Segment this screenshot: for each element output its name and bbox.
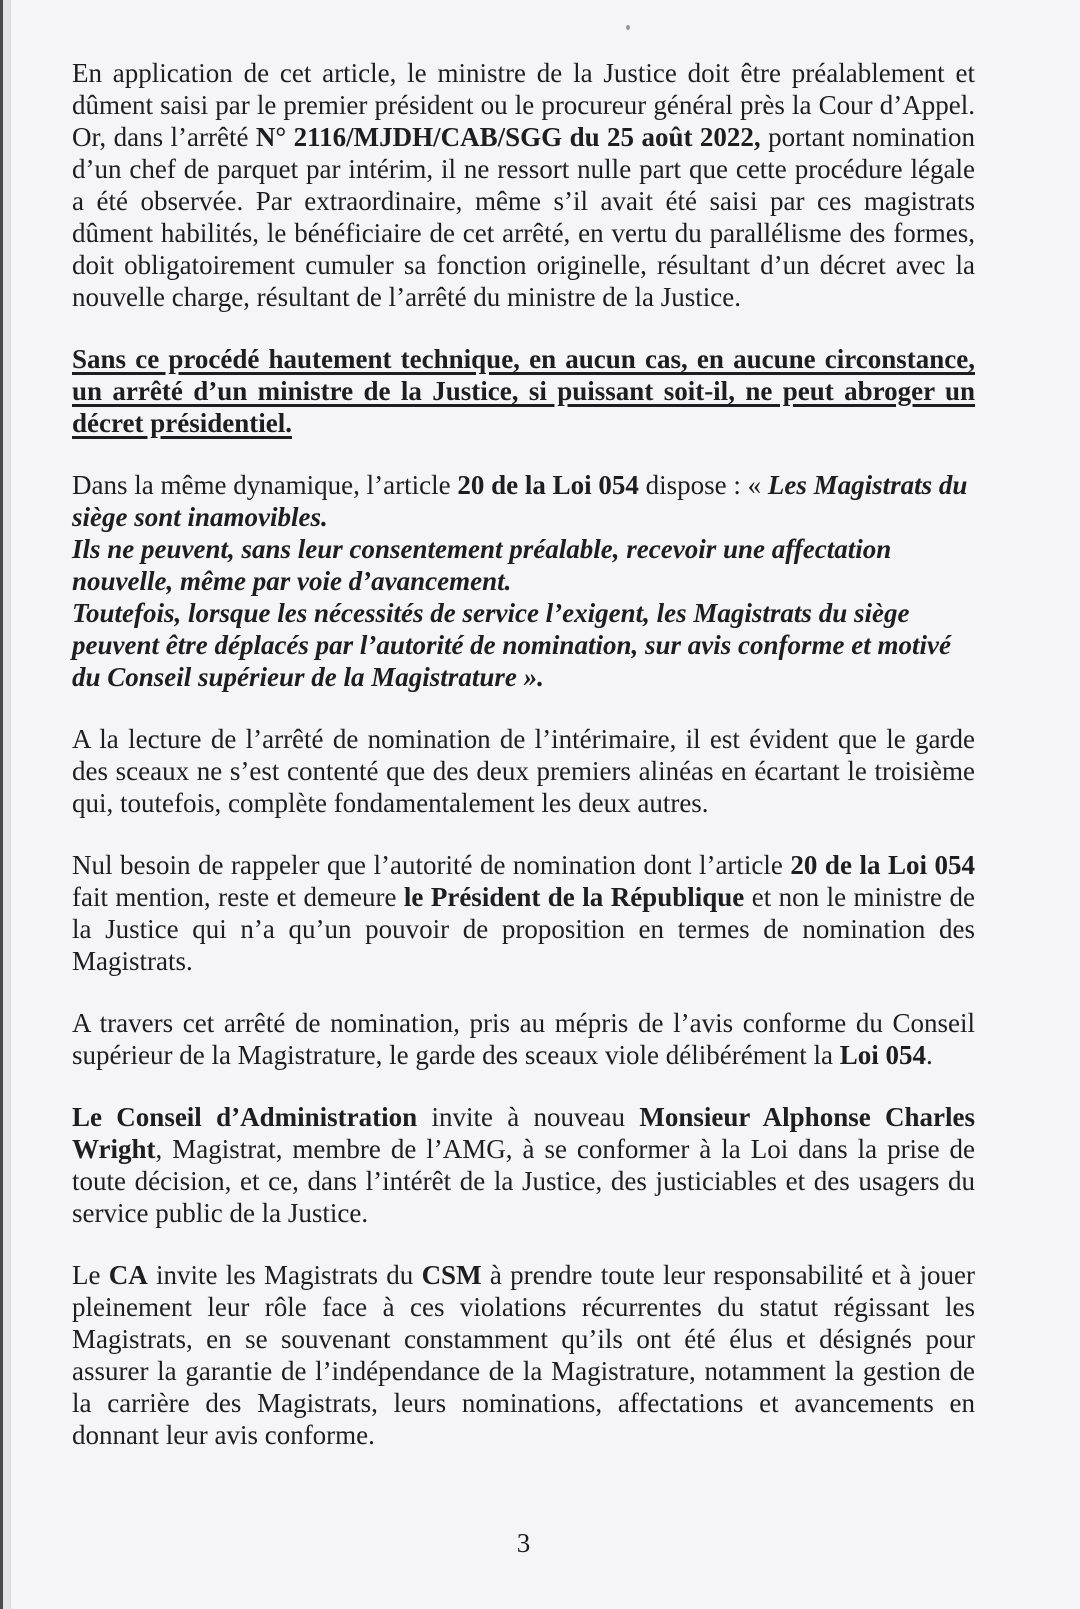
paragraph-law-quote <box>72 469 975 693</box>
text-run: A travers cet arrêté de nomination, pris au mépris de l’avis conforme du Conseil supérieur de la Magistrature, le garde des sceaux viole délibérément la <box>72 1008 975 1070</box>
text-run-quote-line-1: Les Magistrats du siège sont inamovibles. <box>72 470 968 532</box>
text-run: Dans la même dynamique, l’article <box>72 470 458 500</box>
text-run-bold-wright: Monsieur Alphonse Charles Wright <box>72 1102 976 1164</box>
page-number: 3 <box>516 1528 531 1558</box>
text-run: dispose : « <box>638 470 768 500</box>
text-run-bold-arrete-ref: N° 2116/MJDH/CAB/SGG du 25 août 2022, <box>255 122 761 152</box>
text-run-bold-conseil: Le Conseil d’Administration <box>72 1102 418 1132</box>
text-run: portant nomination d’un chef de parquet par intérim, il ne ressort nulle part que cette procédure légale a été observée. Par extraordinaire, même s’il avait été saisi par ces magistrats dûment habilités, le bénéficiaire de cet arrêté, en vertu du parallélisme des formes, doit obligatoirement cumuler sa fonction originelle, résultant d’un décret avec la nouvelle charge, résultant de l’arrêté du ministre de la Justice. <box>72 122 976 312</box>
text-run-bold-loi-054: Loi 054 <box>839 1040 926 1070</box>
text-run: Nul besoin de rappeler que l’autorité de nomination dont l’article <box>72 850 791 880</box>
text-run: En application de cet article, le ministre de la Justice doit être préalablement et dûment saisi par le premier président ou le procureur général près la Cour d’Appel. Or, dans l’arrêté <box>72 58 975 152</box>
text-run: A la lecture de l’arrêté de nomination de l’intérimaire, il est évident que le garde des sceaux ne s’est contenté que des deux premiers alinéas en écartant le troisième qui, toutefois, complète fondamentalement les deux autres. <box>72 724 975 818</box>
paragraph-ca-invitation-csm <box>72 1259 975 1451</box>
text-run: invite les Magistrats du <box>147 1260 422 1290</box>
text-run-bold-article-ref: 20 de la Loi 054 <box>457 470 639 500</box>
text-run-bold-ca: CA <box>108 1260 148 1290</box>
paragraph-nomination-authority <box>72 849 975 977</box>
text-run-bold-underlined: Sans ce procédé hautement technique, en aucun cas, en aucune circonstance, un arrêté d’un ministre de la Justice, si puissant soit-il, ne peut abroger un décret présidentiel. <box>72 344 975 438</box>
text-run: , Magistrat, membre de l’AMG, à se conformer à la Loi dans la prise de toute décision, et ce, dans l’intérêt de la Justice, des justiciables et des usagers du service public de la Justice. <box>72 1134 975 1228</box>
paragraph-emphasis-underlined <box>72 343 975 439</box>
paragraph-law-violation <box>72 1007 975 1071</box>
scan-edge-gutter <box>3 0 11 1609</box>
paragraph-intro-procedure <box>72 57 975 313</box>
text-run-bold-president: le Président de la République <box>403 882 745 912</box>
text-run: et non le ministre de la Justice qui n’a qu’un pouvoir de proposition en termes de nomination des Magistrats. <box>72 882 975 976</box>
document-body <box>72 57 975 1481</box>
text-run-bold-article-ref: 20 de la Loi 054 <box>790 850 975 880</box>
text-run-quote-line-3: Toutefois, lorsque les nécessités de service l’exigent, les Magistrats du siège peuvent être déplacés par l’autorité de nomination, sur avis conforme et motivé du Conseil supérieur de la Magistrature ». <box>72 598 951 692</box>
text-run: invite à nouveau <box>417 1102 640 1132</box>
text-run: Le <box>72 1260 109 1290</box>
paragraph-reading-analysis <box>72 723 975 819</box>
text-run-quote-line-2: Ils ne peuvent, sans leur consentement préalable, recevoir une affectation nouvelle, même par voie d’avancement. <box>72 534 892 596</box>
text-run: . <box>925 1040 933 1070</box>
text-run: fait mention, reste et demeure <box>72 882 404 912</box>
text-run: à prendre toute leur responsabilité et à jouer pleinement leur rôle face à ces violations récurrentes du statut régissant les Magistrats, en se souvenant constamment qu’ils ont été élus et désignés pour assurer la garantie de l’indépendance de la Magistrature, notamment la gestion de la carrière des Magistrats, leurs nominations, affectations et avancements en donnant leur avis conforme. <box>72 1260 976 1450</box>
text-run-bold-csm: CSM <box>421 1260 482 1290</box>
scan-speck-artifact <box>626 25 630 30</box>
paragraph-ca-invitation-wright <box>72 1101 975 1229</box>
